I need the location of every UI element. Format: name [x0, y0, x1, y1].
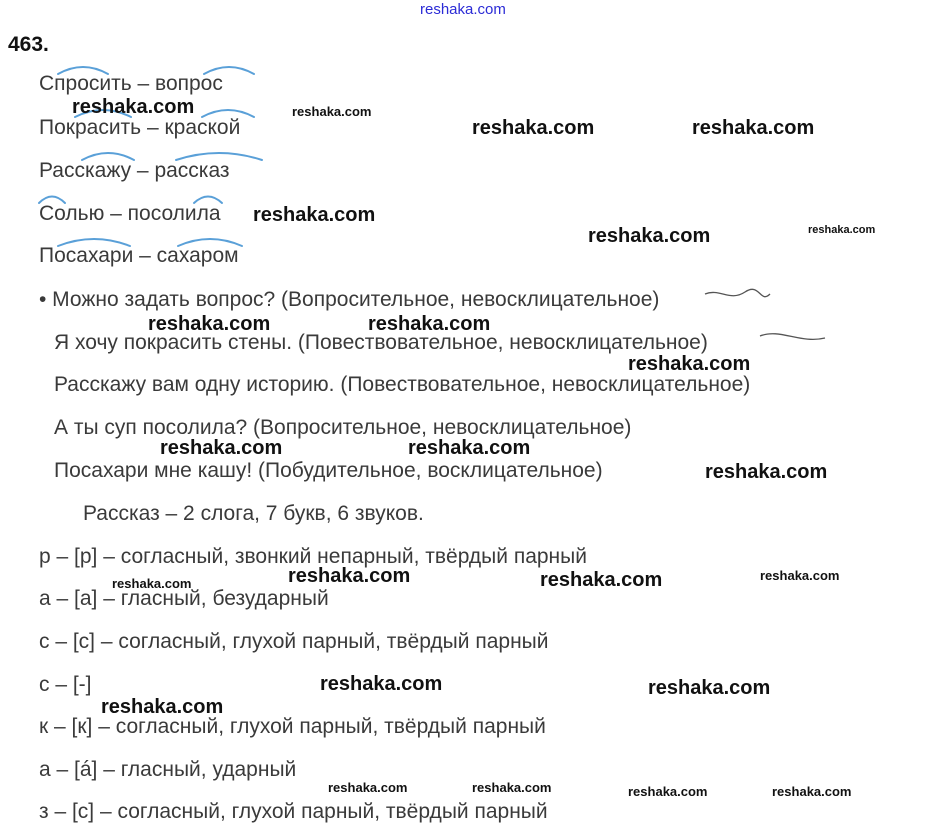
pen-scribble	[705, 289, 770, 296]
watermark-text: reshaka.com	[148, 313, 271, 335]
watermark-text: reshaka.com	[328, 780, 408, 795]
watermark-text: reshaka.com	[628, 353, 751, 375]
phonetic-row-2: а – [а] – гласный, безударный	[39, 587, 329, 610]
watermark-text: reshaka.com	[292, 104, 372, 119]
word-pair-5: Посахари – сахаром	[39, 244, 239, 267]
watermark-text: reshaka.com	[253, 204, 376, 226]
watermark-text: reshaka.com	[101, 696, 224, 718]
sentence-3: Расскажу вам одну историю. (Повествовательное, невосклицательное)	[54, 373, 751, 396]
pen-scribble	[760, 334, 825, 340]
watermark-text: reshaka.com	[588, 225, 711, 247]
watermark-text: reshaka.com	[648, 677, 771, 699]
watermark-text: reshaka.com	[160, 437, 283, 459]
sentence-2: Я хочу покрасить стены. (Повествовательное, невосклицательное)	[54, 331, 708, 354]
watermark-text: reshaka.com	[288, 565, 411, 587]
watermark-text: reshaka.com	[472, 780, 552, 795]
pen-scribble-marks	[700, 284, 840, 354]
phonetic-row-5: к – [к] – согласный, глухой парный, твёрдый парный	[39, 715, 546, 738]
exercise-number: 463.	[8, 33, 49, 56]
watermark-text: reshaka.com	[408, 437, 531, 459]
watermark-text: reshaka.com	[320, 673, 443, 695]
watermark-text: reshaka.com	[368, 313, 491, 335]
word-pair-1: Спросить – вопрос	[39, 72, 223, 95]
watermark-text: reshaka.com	[760, 568, 840, 583]
word-pair-2: Покрасить – краской	[39, 116, 241, 139]
sentence-1: • Можно задать вопрос? (Вопросительное, невосклицательное)	[39, 288, 660, 311]
watermark-text: reshaka.com	[472, 117, 595, 139]
phonetic-row-4: с – [-]	[39, 673, 92, 696]
phonetic-row-7: з – [с] – согласный, глухой парный, твёрдый парный	[39, 800, 548, 823]
watermark-text: reshaka.com	[112, 576, 192, 591]
word-pair-4: Солью – посолила	[39, 202, 221, 225]
watermark-text: reshaka.com	[72, 96, 195, 118]
phonetic-row-3: с – [с] – согласный, глухой парный, твёрдый парный	[39, 630, 549, 653]
watermark-text: reshaka.com	[808, 224, 876, 236]
word-pair-3: Расскажу – рассказ	[39, 159, 230, 182]
watermark-text: reshaka.com	[772, 784, 852, 799]
phonetic-row-6: а – [á] – гласный, ударный	[39, 758, 297, 781]
sentence-5: Посахари мне кашу! (Побудительное, восклицательное)	[54, 459, 603, 482]
summary-line: Рассказ – 2 слога, 7 букв, 6 звуков.	[83, 502, 424, 525]
watermark-text: reshaka.com	[705, 461, 828, 483]
phonetic-row-1: р – [р] – согласный, звонкий непарный, твёрдый парный	[39, 545, 587, 568]
sentence-4: А ты суп посолила? (Вопросительное, невосклицательное)	[54, 416, 632, 439]
site-watermark-top: reshaka.com	[420, 1, 506, 18]
watermark-text: reshaka.com	[628, 784, 708, 799]
watermark-text: reshaka.com	[692, 117, 815, 139]
watermark-text: reshaka.com	[540, 569, 663, 591]
